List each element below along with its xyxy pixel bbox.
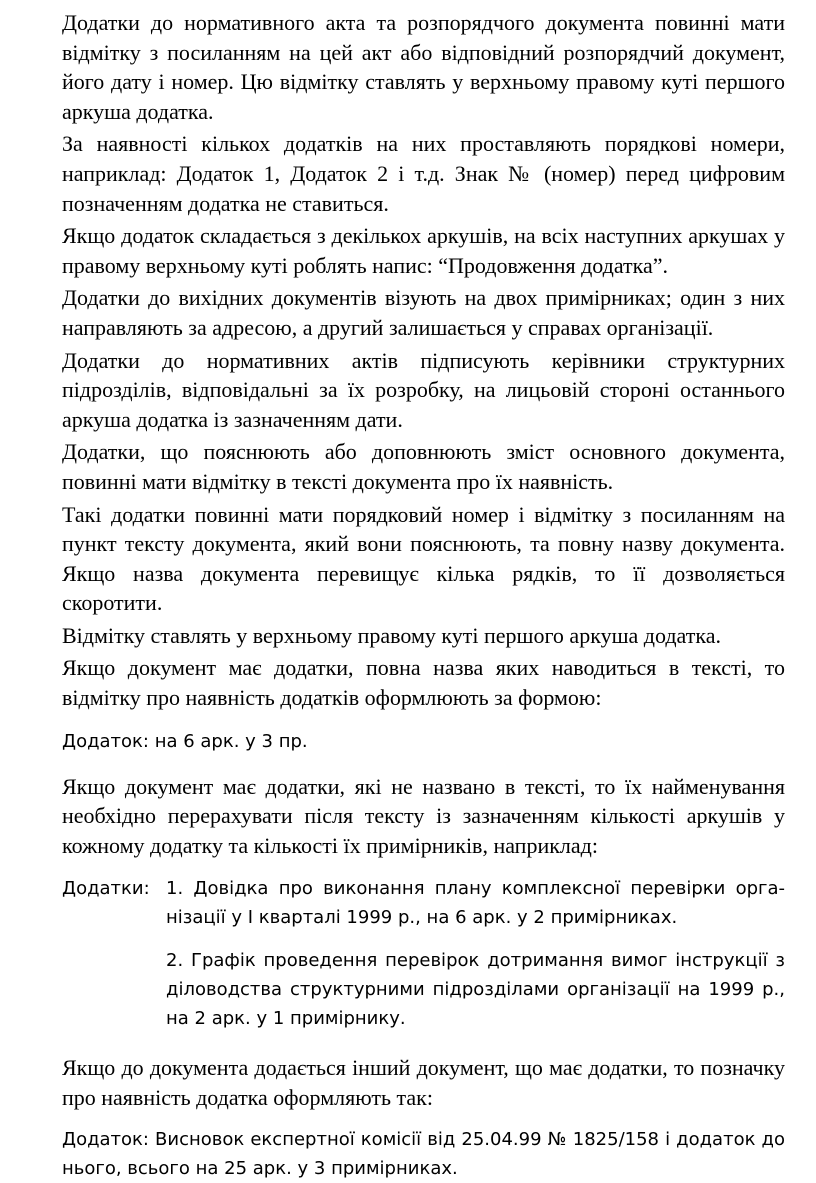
attachment-item-2: 2. Графік проведення перевірок дотримання вимог інструкції з діловодства структурними підрозділами організації на 1999 р., на 2 арк. у 1 примірнику. [166,950,785,1030]
paragraph-1: Додатки до нормативного акта та розпорядчого документа повинні мати відмітку з посиланням на цей акт або відповідний розпорядчий документ, його дату і номер. Цю відмітку ставлять у верхньому правому куті першого аркуша додатка. [62,10,785,124]
attachments-label: Додатки: [62,878,150,900]
paragraph-unnamed-attachments: Якщо документ має додатки, які не названо в тексті, то їх найменування необхідно перерахувати після тексту із зазначенням кількості аркушів у кожному додатку та кількості їх примірників, наприклад: [62,773,785,858]
paragraph-4: Додатки до вихідних документів візують на двох примірниках; один з них направляють за адресою, а другий залишається у справах організації. [62,285,785,340]
example-other-document: Додаток: Висновок експертної комісії від 25.04.99 № 1825/158 і додаток до нього, всього на 25 арк. у 3 примірниках. [62,1128,785,1179]
example-simple-attachment: Додаток: на 6 арк. у 3 пр. [62,730,308,752]
paragraph-7: Такі додатки повинні мати порядковий номер і відмітку з посиланням на пункт тексту документа, який вони пояснюють, та повну назву документа. Якщо назва документа перевищує кілька рядків, то її дозволяється скоротити. [62,501,785,616]
paragraph-5: Додатки до нормативних актів підписують керівники структурних підрозділів, відповідальні за їх розробку, на лицьовій стороні останнього аркуша додатка із зазначенням дати. [62,347,785,432]
paragraph-other-document: Якщо до документа додається інший документ, що має додатки, то позначку про наявність додатка оформляють так: [62,1055,785,1111]
attachments-example [62,874,785,1047]
body-text [62,8,785,713]
paragraph-6: Додатки, що пояснюють або доповнюють зміст основного документа, повинні мати відмітку в тексті документа про їх наявність. [62,439,785,494]
paragraph-9: Якщо документ має додатки, повна назва яких наводиться в тексті, то відмітку про наявність додатків оформлюють за формою: [62,655,785,711]
paragraph-8: Відмітку ставлять у верхньому правому куті першого аркуша додатка. [62,622,721,648]
attachment-item-1: 1. Довідка про виконання плану комплексної перевірки організації у І кварталі 1999 р., на 6 арк. у 2 примірниках. [166,878,785,929]
paragraph-2: За наявності кількох додатків на них проставляють порядкові номери, наприклад: Додаток 1, Додаток 2 і т.д. Знак № (номер) перед цифровим позначенням додатка не ставиться. [62,131,785,216]
paragraph-3: Якщо додаток складається з декількох аркушів, на всіх наступних аркушах у правому верхньому куті роблять напис: “Продовження додатка”. [62,223,785,278]
